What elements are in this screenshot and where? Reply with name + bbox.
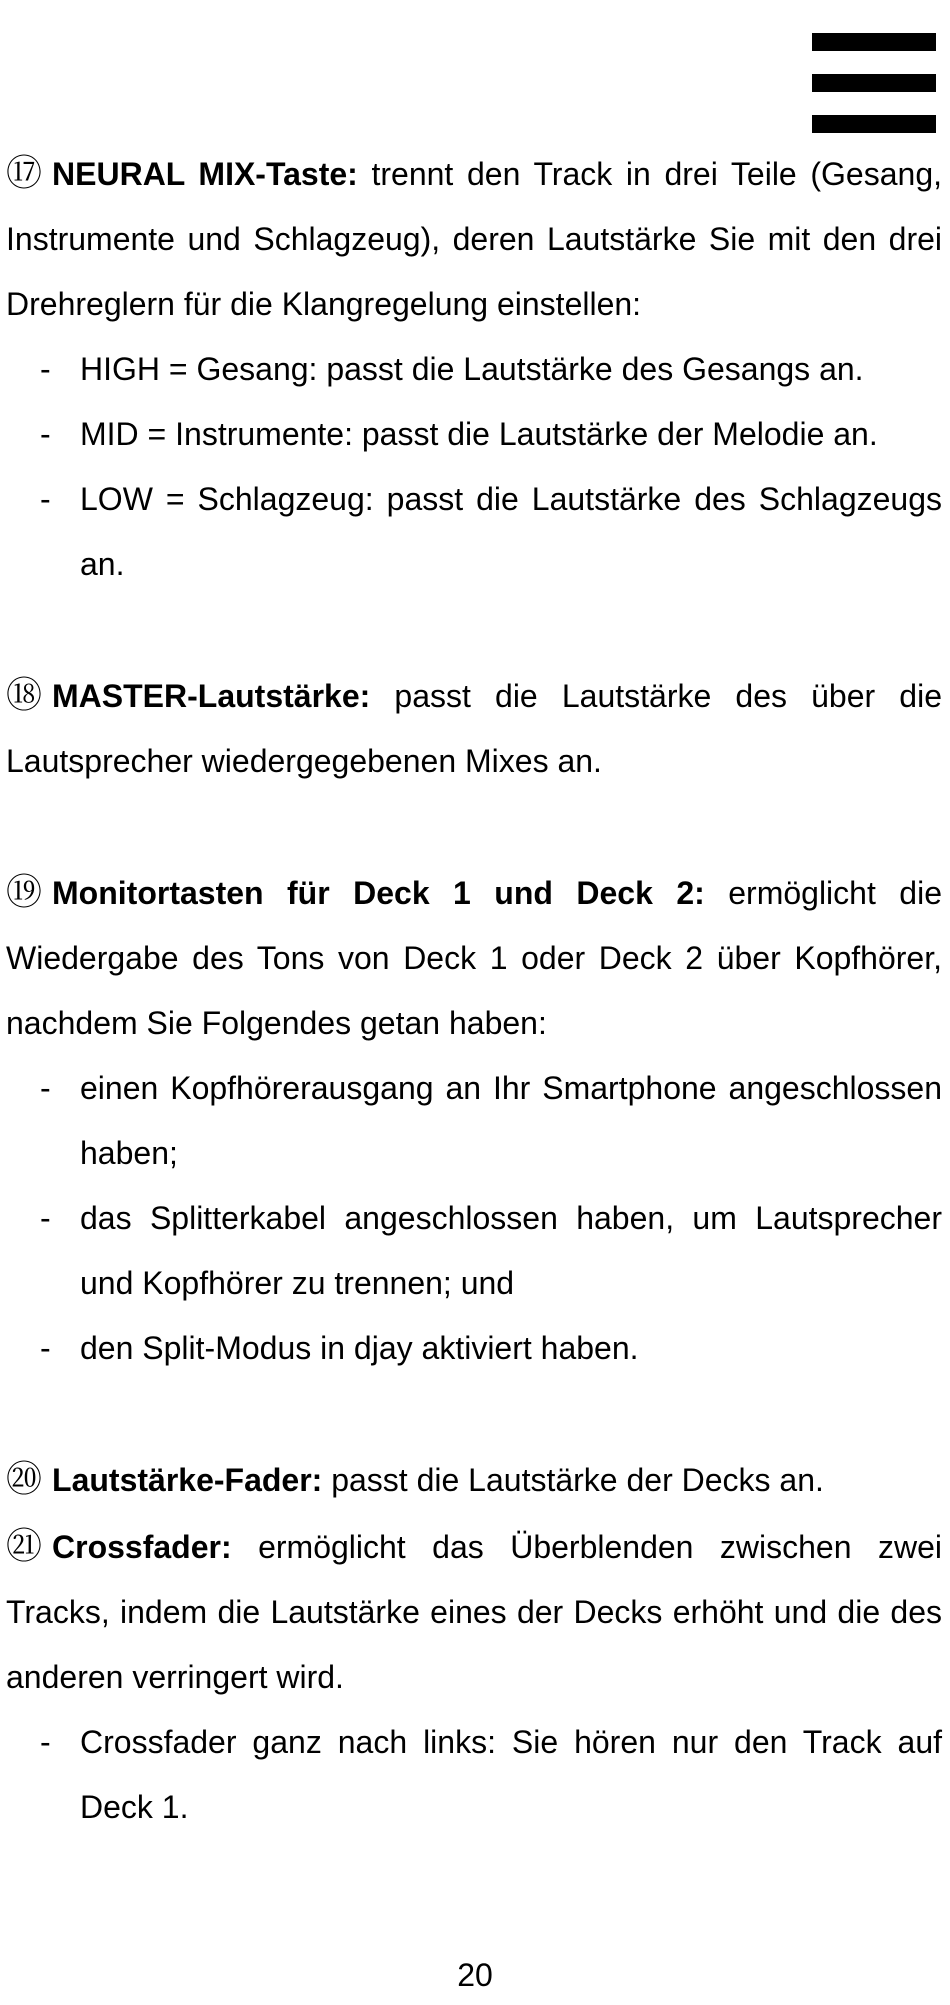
menu-bar (812, 33, 936, 51)
menu-bar (812, 115, 936, 133)
list-item: - den Split-Modus in djay aktiviert haben. (40, 1330, 639, 1366)
section-volume-fader (6, 1446, 942, 1513)
item-description: ermöglicht die Wiedergabe des Tons von Deck 1 oder Deck 2 über Kopfhörer, nachdem Sie Folgendes getan haben: (6, 875, 943, 1041)
list-item: - MID = Instrumente: passt die Lautstärke der Melodie an. (40, 416, 878, 452)
list-item: - HIGH = Gesang: passt die Lautstärke des Gesangs an. (40, 351, 864, 387)
page-number: 20 (457, 1957, 493, 1993)
bullet-list (6, 337, 942, 597)
item-description: trennt den Track in drei Teile (Gesang, Instrumente und Schlagzeug), deren Lautstärke Sie mit den drei Drehreglern für die Klangregelung einstellen: (6, 156, 943, 322)
item-number: ⑲ (6, 871, 43, 912)
section-neural-mix (6, 140, 942, 337)
item-number: ⑱ (6, 674, 43, 715)
item-number: ㉑ (6, 1525, 43, 1566)
list-item: - LOW = Schlagzeug: passt die Lautstärke des Schlagzeugs an. (40, 481, 942, 582)
item-term: Crossfader: (52, 1529, 232, 1565)
list-item: - das Splitterkabel angeschlossen haben, um Lautsprecher und Kopfhörer zu trennen; und (40, 1200, 942, 1301)
section-crossfader (6, 1513, 942, 1710)
manual-content (6, 140, 942, 1840)
bullet-list (6, 1056, 942, 1381)
section-monitor-buttons (6, 859, 942, 1056)
item-description: passt die Lautstärke der Decks an. (322, 1462, 824, 1498)
menu-bar (812, 74, 936, 92)
section-master-volume (6, 662, 942, 794)
list-item: - Crossfader ganz nach links: Sie hören nur den Track auf Deck 1. (40, 1724, 942, 1825)
item-number: ⑳ (6, 1458, 43, 1499)
bullet-list (6, 1710, 942, 1840)
item-description: ermöglicht das Überblenden zwischen zwei Tracks, indem die Lautstärke eines der Decks erhöht und die des anderen verringert wird. (6, 1529, 942, 1695)
item-number: ⑰ (6, 152, 43, 193)
item-term: Monitortasten für Deck 1 und Deck 2: (52, 875, 705, 911)
item-term: MASTER-Lautstärke: (52, 678, 371, 714)
hamburger-menu-icon[interactable] (812, 33, 936, 133)
item-term: NEURAL MIX-Taste: (52, 156, 358, 192)
item-term: Lautstärke-Fader: (52, 1462, 323, 1498)
list-item: - einen Kopfhörerausgang an Ihr Smartphone angeschlossen haben; (40, 1070, 942, 1171)
item-description: passt die Lautstärke des über die Lautsprecher wiedergegebenen Mixes an. (6, 678, 942, 779)
